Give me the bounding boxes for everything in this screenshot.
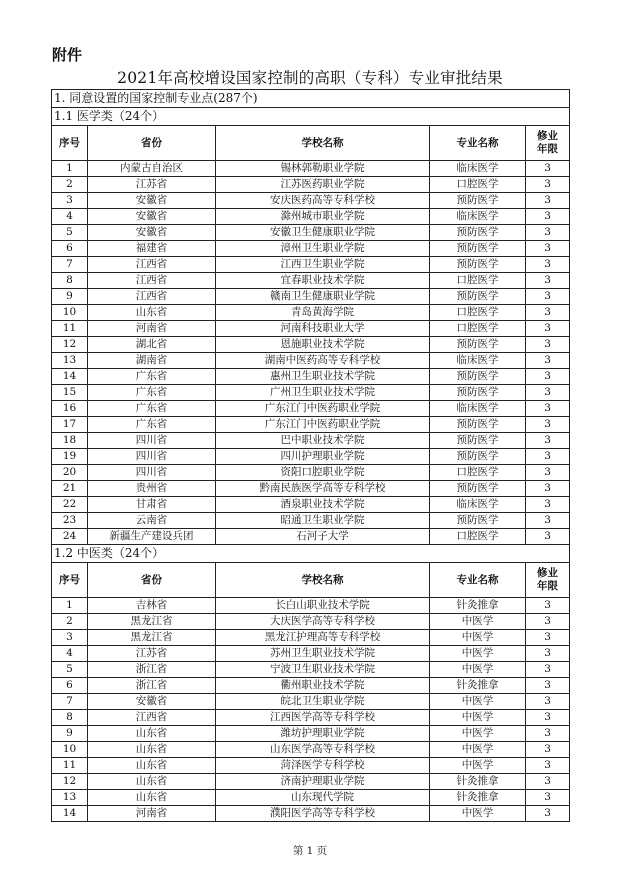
major-cell: 预防医学 xyxy=(430,385,526,401)
province-cell: 浙江省 xyxy=(88,678,216,694)
table-row xyxy=(52,465,570,481)
major-cell: 预防医学 xyxy=(430,257,526,273)
school-name-cell: 广东江门中医药职业学院 xyxy=(216,401,430,417)
table-row xyxy=(52,401,570,417)
major-cell: 中医学 xyxy=(430,694,526,710)
major-cell: 针灸推拿 xyxy=(430,790,526,806)
row-number: 14 xyxy=(52,806,88,822)
major-cell: 口腔医学 xyxy=(430,321,526,337)
table-row xyxy=(52,289,570,305)
province-cell: 广东省 xyxy=(88,385,216,401)
page-title: 2021年高校增设国家控制的高职（专科）专业审批结果 xyxy=(117,69,503,87)
row-number: 9 xyxy=(52,726,88,742)
row-number: 15 xyxy=(52,385,88,401)
table-row xyxy=(52,529,570,545)
years-cell: 3 xyxy=(526,401,570,417)
table-row xyxy=(52,678,570,694)
years-cell: 3 xyxy=(526,257,570,273)
table-row xyxy=(52,630,570,646)
major-cell: 预防医学 xyxy=(430,193,526,209)
section-label: 1. 同意设置的国家控制专业点(287个) xyxy=(52,90,570,108)
province-cell: 安徽省 xyxy=(88,694,216,710)
school-name-cell: 漳州卫生职业学院 xyxy=(216,241,430,257)
province-cell: 甘肃省 xyxy=(88,497,216,513)
years-cell: 3 xyxy=(526,481,570,497)
page-number: 第 1 页 xyxy=(292,845,328,857)
row-number: 2 xyxy=(52,614,88,630)
province-cell: 吉林省 xyxy=(88,598,216,614)
row-number: 5 xyxy=(52,662,88,678)
province-cell: 河南省 xyxy=(88,321,216,337)
table-row xyxy=(52,193,570,209)
school-name-cell: 宁波卫生职业技术学院 xyxy=(216,662,430,678)
major-cell: 针灸推拿 xyxy=(430,598,526,614)
table-row xyxy=(52,305,570,321)
school-name-cell: 河南科技职业大学 xyxy=(216,321,430,337)
years-cell: 3 xyxy=(526,678,570,694)
years-cell: 3 xyxy=(526,529,570,545)
column-header-province: 省份 xyxy=(88,126,216,161)
major-cell: 口腔医学 xyxy=(430,529,526,545)
school-name-cell: 潍坊护理职业学院 xyxy=(216,726,430,742)
column-header-school: 学校名称 xyxy=(216,126,430,161)
major-cell: 中医学 xyxy=(430,742,526,758)
row-number: 8 xyxy=(52,710,88,726)
column-header-years: 修业年限 xyxy=(526,563,570,598)
table-row xyxy=(52,225,570,241)
table-row xyxy=(52,726,570,742)
column-header-no: 序号 xyxy=(52,563,88,598)
row-number: 7 xyxy=(52,257,88,273)
province-cell: 安徽省 xyxy=(88,193,216,209)
school-name-cell: 安庆医药高等专科学校 xyxy=(216,193,430,209)
table-row xyxy=(52,513,570,529)
row-number: 11 xyxy=(52,758,88,774)
row-number: 16 xyxy=(52,401,88,417)
major-cell: 临床医学 xyxy=(430,401,526,417)
years-cell: 3 xyxy=(526,369,570,385)
table-row xyxy=(52,257,570,273)
school-name-cell: 锡林郭勒职业学院 xyxy=(216,161,430,177)
school-name-cell: 资阳口腔职业学院 xyxy=(216,465,430,481)
years-cell: 3 xyxy=(526,433,570,449)
school-name-cell: 黔南民族医学高等专科学校 xyxy=(216,481,430,497)
years-cell: 3 xyxy=(526,305,570,321)
attachment-label: 附件 xyxy=(52,46,83,64)
row-number: 3 xyxy=(52,630,88,646)
section-heading xyxy=(52,90,570,108)
years-cell: 3 xyxy=(526,449,570,465)
row-number: 12 xyxy=(52,337,88,353)
group-label: 1.2 中医类（24个） xyxy=(52,545,570,563)
table-row xyxy=(52,614,570,630)
years-cell: 3 xyxy=(526,193,570,209)
column-header-years: 修业年限 xyxy=(526,126,570,161)
years-cell: 3 xyxy=(526,273,570,289)
major-cell: 预防医学 xyxy=(430,337,526,353)
column-header-row xyxy=(52,563,570,598)
major-cell: 口腔医学 xyxy=(430,177,526,193)
province-cell: 江西省 xyxy=(88,289,216,305)
table-row xyxy=(52,449,570,465)
major-cell: 临床医学 xyxy=(430,209,526,225)
row-number: 6 xyxy=(52,678,88,694)
row-number: 22 xyxy=(52,497,88,513)
row-number: 18 xyxy=(52,433,88,449)
column-header-no: 序号 xyxy=(52,126,88,161)
table-row xyxy=(52,337,570,353)
years-cell: 3 xyxy=(526,758,570,774)
school-name-cell: 广州卫生职业技术学院 xyxy=(216,385,430,401)
row-number: 6 xyxy=(52,241,88,257)
column-header-province: 省份 xyxy=(88,563,216,598)
table-row xyxy=(52,433,570,449)
table-row xyxy=(52,806,570,822)
school-name-cell: 安徽卫生健康职业学院 xyxy=(216,225,430,241)
province-cell: 黑龙江省 xyxy=(88,630,216,646)
row-number: 24 xyxy=(52,529,88,545)
table-row xyxy=(52,321,570,337)
school-name-cell: 皖北卫生职业学院 xyxy=(216,694,430,710)
school-name-cell: 江苏医药职业学院 xyxy=(216,177,430,193)
school-name-cell: 江西卫生职业学院 xyxy=(216,257,430,273)
row-number: 1 xyxy=(52,598,88,614)
major-cell: 预防医学 xyxy=(430,481,526,497)
table-row xyxy=(52,742,570,758)
row-number: 7 xyxy=(52,694,88,710)
province-cell: 内蒙古自治区 xyxy=(88,161,216,177)
table-row xyxy=(52,369,570,385)
major-cell: 中医学 xyxy=(430,806,526,822)
row-number: 23 xyxy=(52,513,88,529)
years-cell: 3 xyxy=(526,177,570,193)
major-cell: 针灸推拿 xyxy=(430,678,526,694)
table-row xyxy=(52,598,570,614)
province-cell: 江西省 xyxy=(88,273,216,289)
major-cell: 中医学 xyxy=(430,662,526,678)
province-cell: 山东省 xyxy=(88,790,216,806)
major-cell: 中医学 xyxy=(430,646,526,662)
school-name-cell: 宜春职业技术学院 xyxy=(216,273,430,289)
school-name-cell: 长白山职业技术学院 xyxy=(216,598,430,614)
row-number: 11 xyxy=(52,321,88,337)
school-name-cell: 济南护理职业学院 xyxy=(216,774,430,790)
years-cell: 3 xyxy=(526,385,570,401)
major-cell: 针灸推拿 xyxy=(430,774,526,790)
major-cell: 预防医学 xyxy=(430,289,526,305)
group-label: 1.1 医学类（24个） xyxy=(52,108,570,126)
province-cell: 四川省 xyxy=(88,449,216,465)
years-cell: 3 xyxy=(526,726,570,742)
major-cell: 预防医学 xyxy=(430,225,526,241)
school-name-cell: 四川护理职业学院 xyxy=(216,449,430,465)
major-cell: 中医学 xyxy=(430,726,526,742)
province-cell: 安徽省 xyxy=(88,225,216,241)
table-row xyxy=(52,417,570,433)
school-name-cell: 惠州卫生职业技术学院 xyxy=(216,369,430,385)
column-header-row xyxy=(52,126,570,161)
row-number: 4 xyxy=(52,209,88,225)
years-cell: 3 xyxy=(526,353,570,369)
school-name-cell: 巴中职业技术学院 xyxy=(216,433,430,449)
row-number: 1 xyxy=(52,161,88,177)
results-table xyxy=(51,89,570,822)
row-number: 3 xyxy=(52,193,88,209)
row-number: 10 xyxy=(52,305,88,321)
province-cell: 黑龙江省 xyxy=(88,614,216,630)
years-cell: 3 xyxy=(526,225,570,241)
table-row xyxy=(52,758,570,774)
major-cell: 预防医学 xyxy=(430,513,526,529)
years-cell: 3 xyxy=(526,806,570,822)
years-cell: 3 xyxy=(526,465,570,481)
column-header-major: 专业名称 xyxy=(430,563,526,598)
school-name-cell: 大庆医学高等专科学校 xyxy=(216,614,430,630)
major-cell: 中医学 xyxy=(430,710,526,726)
row-number: 12 xyxy=(52,774,88,790)
province-cell: 四川省 xyxy=(88,433,216,449)
table-row xyxy=(52,497,570,513)
school-name-cell: 濮阳医学高等专科学校 xyxy=(216,806,430,822)
row-number: 5 xyxy=(52,225,88,241)
table-row xyxy=(52,774,570,790)
table-row xyxy=(52,177,570,193)
province-cell: 江苏省 xyxy=(88,177,216,193)
school-name-cell: 苏州卫生职业技术学院 xyxy=(216,646,430,662)
school-name-cell: 湖南中医药高等专科学校 xyxy=(216,353,430,369)
table-row xyxy=(52,273,570,289)
province-cell: 四川省 xyxy=(88,465,216,481)
years-cell: 3 xyxy=(526,790,570,806)
table-row xyxy=(52,353,570,369)
years-cell: 3 xyxy=(526,710,570,726)
school-name-cell: 青岛黄海学院 xyxy=(216,305,430,321)
province-cell: 广东省 xyxy=(88,417,216,433)
row-number: 21 xyxy=(52,481,88,497)
school-name-cell: 滁州城市职业学院 xyxy=(216,209,430,225)
school-name-cell: 石河子大学 xyxy=(216,529,430,545)
school-name-cell: 昭通卫生职业学院 xyxy=(216,513,430,529)
province-cell: 广东省 xyxy=(88,369,216,385)
row-number: 13 xyxy=(52,353,88,369)
major-cell: 口腔医学 xyxy=(430,305,526,321)
province-cell: 河南省 xyxy=(88,806,216,822)
major-cell: 预防医学 xyxy=(430,417,526,433)
years-cell: 3 xyxy=(526,289,570,305)
row-number: 13 xyxy=(52,790,88,806)
major-cell: 预防医学 xyxy=(430,449,526,465)
major-cell: 口腔医学 xyxy=(430,465,526,481)
group-heading xyxy=(52,108,570,126)
school-name-cell: 恩施职业技术学院 xyxy=(216,337,430,353)
province-cell: 湖北省 xyxy=(88,337,216,353)
years-cell: 3 xyxy=(526,630,570,646)
school-name-cell: 黑龙江护理高等专科学校 xyxy=(216,630,430,646)
table-row xyxy=(52,209,570,225)
years-cell: 3 xyxy=(526,209,570,225)
major-cell: 中医学 xyxy=(430,758,526,774)
table-row xyxy=(52,161,570,177)
years-cell: 3 xyxy=(526,662,570,678)
major-cell: 预防医学 xyxy=(430,369,526,385)
province-cell: 江西省 xyxy=(88,710,216,726)
years-cell: 3 xyxy=(526,161,570,177)
row-number: 20 xyxy=(52,465,88,481)
province-cell: 湖南省 xyxy=(88,353,216,369)
table-row xyxy=(52,646,570,662)
province-cell: 新疆生产建设兵团 xyxy=(88,529,216,545)
major-cell: 临床医学 xyxy=(430,353,526,369)
province-cell: 江苏省 xyxy=(88,646,216,662)
row-number: 17 xyxy=(52,417,88,433)
province-cell: 山东省 xyxy=(88,774,216,790)
years-cell: 3 xyxy=(526,321,570,337)
row-number: 4 xyxy=(52,646,88,662)
years-cell: 3 xyxy=(526,513,570,529)
province-cell: 山东省 xyxy=(88,305,216,321)
row-number: 8 xyxy=(52,273,88,289)
years-cell: 3 xyxy=(526,417,570,433)
major-cell: 临床医学 xyxy=(430,161,526,177)
province-cell: 安徽省 xyxy=(88,209,216,225)
row-number: 10 xyxy=(52,742,88,758)
school-name-cell: 衢州职业技术学院 xyxy=(216,678,430,694)
table-row xyxy=(52,694,570,710)
province-cell: 广东省 xyxy=(88,401,216,417)
table-row xyxy=(52,790,570,806)
province-cell: 云南省 xyxy=(88,513,216,529)
row-number: 9 xyxy=(52,289,88,305)
province-cell: 贵州省 xyxy=(88,481,216,497)
table-row xyxy=(52,385,570,401)
province-cell: 山东省 xyxy=(88,758,216,774)
years-cell: 3 xyxy=(526,774,570,790)
major-cell: 中医学 xyxy=(430,630,526,646)
table-row xyxy=(52,710,570,726)
school-name-cell: 山东现代学院 xyxy=(216,790,430,806)
row-number: 2 xyxy=(52,177,88,193)
province-cell: 山东省 xyxy=(88,726,216,742)
major-cell: 中医学 xyxy=(430,614,526,630)
school-name-cell: 菏泽医学专科学校 xyxy=(216,758,430,774)
table-row xyxy=(52,481,570,497)
school-name-cell: 山东医学高等专科学校 xyxy=(216,742,430,758)
school-name-cell: 赣南卫生健康职业学院 xyxy=(216,289,430,305)
years-cell: 3 xyxy=(526,742,570,758)
major-cell: 临床医学 xyxy=(430,497,526,513)
school-name-cell: 江西医学高等专科学校 xyxy=(216,710,430,726)
row-number: 14 xyxy=(52,369,88,385)
school-name-cell: 酒泉职业技术学院 xyxy=(216,497,430,513)
school-name-cell: 广东江门中医药职业学院 xyxy=(216,417,430,433)
group-heading xyxy=(52,545,570,563)
column-header-school: 学校名称 xyxy=(216,563,430,598)
years-cell: 3 xyxy=(526,598,570,614)
province-cell: 山东省 xyxy=(88,742,216,758)
table-row xyxy=(52,662,570,678)
column-header-major: 专业名称 xyxy=(430,126,526,161)
years-cell: 3 xyxy=(526,694,570,710)
years-cell: 3 xyxy=(526,337,570,353)
years-cell: 3 xyxy=(526,646,570,662)
province-cell: 福建省 xyxy=(88,241,216,257)
province-cell: 江西省 xyxy=(88,257,216,273)
province-cell: 浙江省 xyxy=(88,662,216,678)
table-row xyxy=(52,241,570,257)
years-cell: 3 xyxy=(526,614,570,630)
major-cell: 预防医学 xyxy=(430,433,526,449)
years-cell: 3 xyxy=(526,497,570,513)
major-cell: 口腔医学 xyxy=(430,273,526,289)
years-cell: 3 xyxy=(526,241,570,257)
row-number: 19 xyxy=(52,449,88,465)
major-cell: 预防医学 xyxy=(430,241,526,257)
